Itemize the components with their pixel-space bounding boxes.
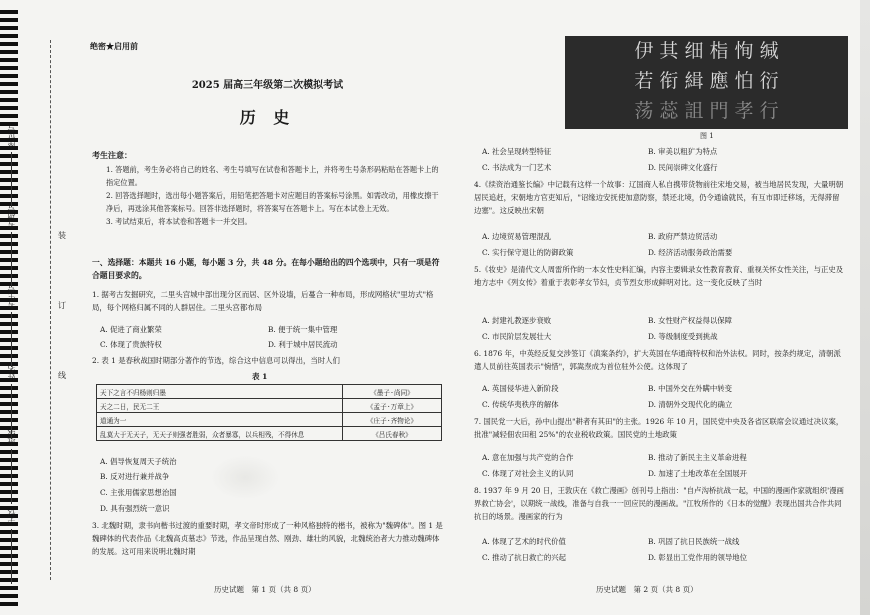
q8-option-b[interactable]: B. 巩固了抗日民族统一战线 [648, 537, 740, 546]
notice-heading: 考生注意： [92, 150, 132, 160]
q7-option-d[interactable]: D. 加速了土地改革在全国展开 [648, 469, 748, 478]
q5-option-d[interactable]: D. 等级制度受到挑战 [648, 332, 718, 341]
q2-option-b[interactable]: B. 反对进行兼并战争 [100, 472, 170, 481]
binding-field-room[interactable]: 考场号 [6, 205, 17, 287]
binding-stripe [0, 10, 18, 14]
binding-strip [0, 0, 82, 615]
binding-stripe [0, 106, 18, 110]
binding-stripe [0, 594, 18, 598]
binding-dashed-line [50, 40, 51, 580]
binding-field-school[interactable]: 学校 [6, 510, 17, 584]
notice-item: 2. 回答选择题时，选出每小题答案后，用铅笔把答题卡对应题目的答案标号涂黑。如需改动，用橡皮擦干净后，再选涂其他答案标号。回答非选择题时，将答案写在答题卡上。写在本试卷上无效。 [106, 191, 439, 213]
notice-item: 1. 答题前，考生务必将自己的姓名、考生号填写在试卷和答题卡上，并将考生号条形码粘贴在答题卡上的指定位置。 [106, 165, 439, 187]
confidential-label: 绝密★启用前 [90, 41, 138, 51]
calligraphy-row: 伊 其 细 栺 恂 缄 [634, 40, 779, 62]
q3-option-d[interactable]: D. 民间崇碑文化盛行 [648, 163, 718, 172]
binding-stripe [0, 50, 18, 54]
binding-mark: 线 [58, 371, 66, 380]
calligraphy-row: 荡 蕊 詛 門 孝 行 [634, 100, 779, 122]
page-footer-2: 历史试题 第 2 页（共 8 页） [596, 585, 698, 594]
q2-option-d[interactable]: D. 具有强烈统一意识 [100, 504, 170, 513]
q6-option-b[interactable]: B. 中国外交在外瞒中转变 [648, 384, 733, 393]
q6-option-d[interactable]: D. 清朝外交现代化的确立 [648, 400, 733, 409]
binding-stripe [0, 98, 18, 102]
question-3-stem: 3. 北魏时期，隶书向楷书过渡的重要时期，孝文帝时形成了一种风格独特的楷书，被称为"魏碑体"。图 1 是魏碑体的代表作品《北魏高贞墓志》节选，作品呈现自然、刚劲、雄壮的风貌，北魏统治者大力推动魏碑体的发展。这可用来说明北魏时期 [92, 521, 443, 556]
binding-field-seat[interactable]: 座位号 [6, 125, 17, 207]
figure-1-calligraphy [565, 36, 848, 129]
question-2-stem: 2. 表 1 是春秋战国时期部分著作的节选，综合这中信息可以得出，当时人们 [92, 356, 340, 365]
binding-stripe [0, 74, 18, 78]
q8-option-a[interactable]: A. 体现了艺术的时代价值 [482, 537, 566, 546]
q2-option-a[interactable]: A. 倡导恢复周天子统治 [100, 457, 177, 466]
subject-title: 历 史 [239, 108, 296, 127]
table-row: 道通为一 《庄子·齐物论》 [97, 413, 442, 427]
q1-option-b[interactable]: B. 便于统一集中管理 [268, 325, 338, 334]
q6-option-c[interactable]: C. 传统华夷秩序的解体 [482, 400, 559, 409]
q3-option-c[interactable]: C. 书法成为一门艺术 [482, 163, 552, 172]
table-1 [96, 384, 442, 441]
binding-stripe [0, 66, 18, 70]
q7-option-a[interactable]: A. 意在加强与共产党的合作 [482, 453, 574, 462]
q4-option-a[interactable]: A. 边境贸易管理混乱 [482, 232, 552, 241]
table-row: 乱莫大于无天子，无天子则强者胜弱，众者暴寡，以兵相残，不得休息 《吕氏春秋》 [97, 427, 442, 441]
table-row: 天之二日，民无二王 《孟子·万章上》 [97, 399, 442, 413]
q2-option-c[interactable]: C. 主张用儒家思想治国 [100, 488, 177, 497]
q8-option-d[interactable]: D. 彰显出工党作用的领导地位 [648, 553, 748, 562]
q5-option-c[interactable]: C. 市民阶层发展壮大 [482, 332, 552, 341]
q3-option-a[interactable]: A. 社会呈现转型特征 [482, 147, 552, 156]
binding-field-class[interactable]: 班级 [6, 430, 17, 504]
q8-option-c[interactable]: C. 推动了抗日救亡的兴起 [482, 553, 566, 562]
table-caption: 表 1 [252, 372, 268, 381]
q1-option-d[interactable]: D. 利于城中居民流动 [268, 340, 338, 349]
page-footer-1: 历史试题 第 1 页（共 8 页） [214, 585, 316, 594]
binding-mark: 装 [58, 231, 66, 240]
question-6-stem: 6. 1876 年，中英经反复交涉签订《滇案条约》，扩大英国在华通商特权和治外法权。同时，按条约规定，清朝派遣人员前往英国表示"惋惜"，郭嵩焘成为首位驻外公使。这体现了 [474, 349, 841, 371]
calligraphy-row: 若 衔 緝 應 怕 衍 [634, 70, 779, 92]
notice-item: 3. 考试结束后，将本试卷和答题卡一并交回。 [106, 217, 252, 226]
q3-option-b[interactable]: B. 审美以粗犷为特点 [648, 147, 718, 156]
q5-option-a[interactable]: A. 封建礼教逐步衰败 [482, 316, 552, 325]
question-8-stem: 8. 1937 年 9 月 20 日，王敦庆在《救亡漫画》创刊号上指出："自卢沟桥抗战一起，中国的漫画作家就组织'漫画界救亡协会'，以期统一战线，准备与自我一一回应民的漫画战。"江牧所作的《日本的觉醒》表现出国共合作共同抗日的场景。漫画家的行为 [474, 486, 844, 521]
q7-option-c[interactable]: C. 体现了对社会主义的认同 [482, 469, 574, 478]
q5-option-b[interactable]: B. 女性财产权益得以保障 [648, 316, 733, 325]
section-heading: 一、选择题：本题共 16 小题，每小题 3 分，共 48 分。在每小题给出的四个选项中，只有一项是符合题目要求的。 [92, 258, 440, 280]
question-7-stem: 7. 国民党一大后，孙中山提出"耕者有其田"的主张。1926 年 10 月，国民党中央及各省区联席会议通过决议案，批准"减轻佃农田租 25%"的农业税收政策。国民党的土地政策 [474, 417, 844, 439]
binding-stripe [0, 602, 18, 606]
notice-list [106, 163, 442, 228]
q6-option-a[interactable]: A. 英国侵华进入新阶段 [482, 384, 559, 393]
binding-stripe [0, 18, 18, 22]
binding-stripe [0, 114, 18, 118]
question-1-stem: 1. 据考古发掘研究，二里头宫城中部出现分区而居、区外设墙，后蔓合一种布局，形成网格状"里坊式"格局，每个网格归属不同的人群居住。二里头宫都布局 [92, 290, 434, 312]
q4-option-c[interactable]: C. 实行保守退让的防御政策 [482, 248, 574, 257]
binding-stripe [0, 26, 18, 30]
q4-option-b[interactable]: B. 政府严禁边贸活动 [648, 232, 718, 241]
q4-option-d[interactable]: D. 经济活动服务政治需要 [648, 248, 733, 257]
binding-stripe [0, 58, 18, 62]
question-4-stem: 4.《续资治通鉴长编》中记载有这样一个故事：辽国商人私自携带货物前往宋地交易，被当地居民发现，大量明朝居民追赶，宋朝地方官吏知后，"诏缘边安抚使加意防察，禁还北境，仍令通谕就民，有互市即迁移场，无得滞留边塞"。这反映出宋朝 [474, 180, 844, 215]
q1-option-c[interactable]: C. 体现了贵族特权 [100, 340, 162, 349]
binding-field-name[interactable]: 姓名 [6, 365, 17, 439]
q1-option-a[interactable]: A. 促进了商业繁荣 [100, 325, 162, 334]
binding-field-examinee-no[interactable]: 考生号 [6, 285, 17, 367]
exam-title: 2025 届高三年级第二次模拟考试 [191, 80, 344, 91]
table-row: 天下之言不归杨则归墨 《墨子·尚同》 [97, 385, 442, 399]
binding-stripe [0, 42, 18, 46]
binding-stripe [0, 34, 18, 38]
page-edge-shadow [860, 0, 870, 615]
question-5-stem: 5.《妆史》是清代文人周雷所作的一本女性史料汇编，内容主要辑录女性教育教育、重视关怀女性关注，与正史及地方志中《列女传》着重于表彰孝女节妇，贞节烈女形成鲜明对比。这一变化反映了当时 [474, 265, 844, 287]
binding-stripe [0, 586, 18, 590]
binding-mark: 订 [58, 301, 66, 310]
scan-smudge [210, 455, 280, 500]
binding-stripe [0, 82, 18, 86]
figure-caption: 图 1 [700, 132, 714, 140]
binding-stripe [0, 90, 18, 94]
q7-option-b[interactable]: B. 推动了新民主主义革命进程 [648, 453, 747, 462]
